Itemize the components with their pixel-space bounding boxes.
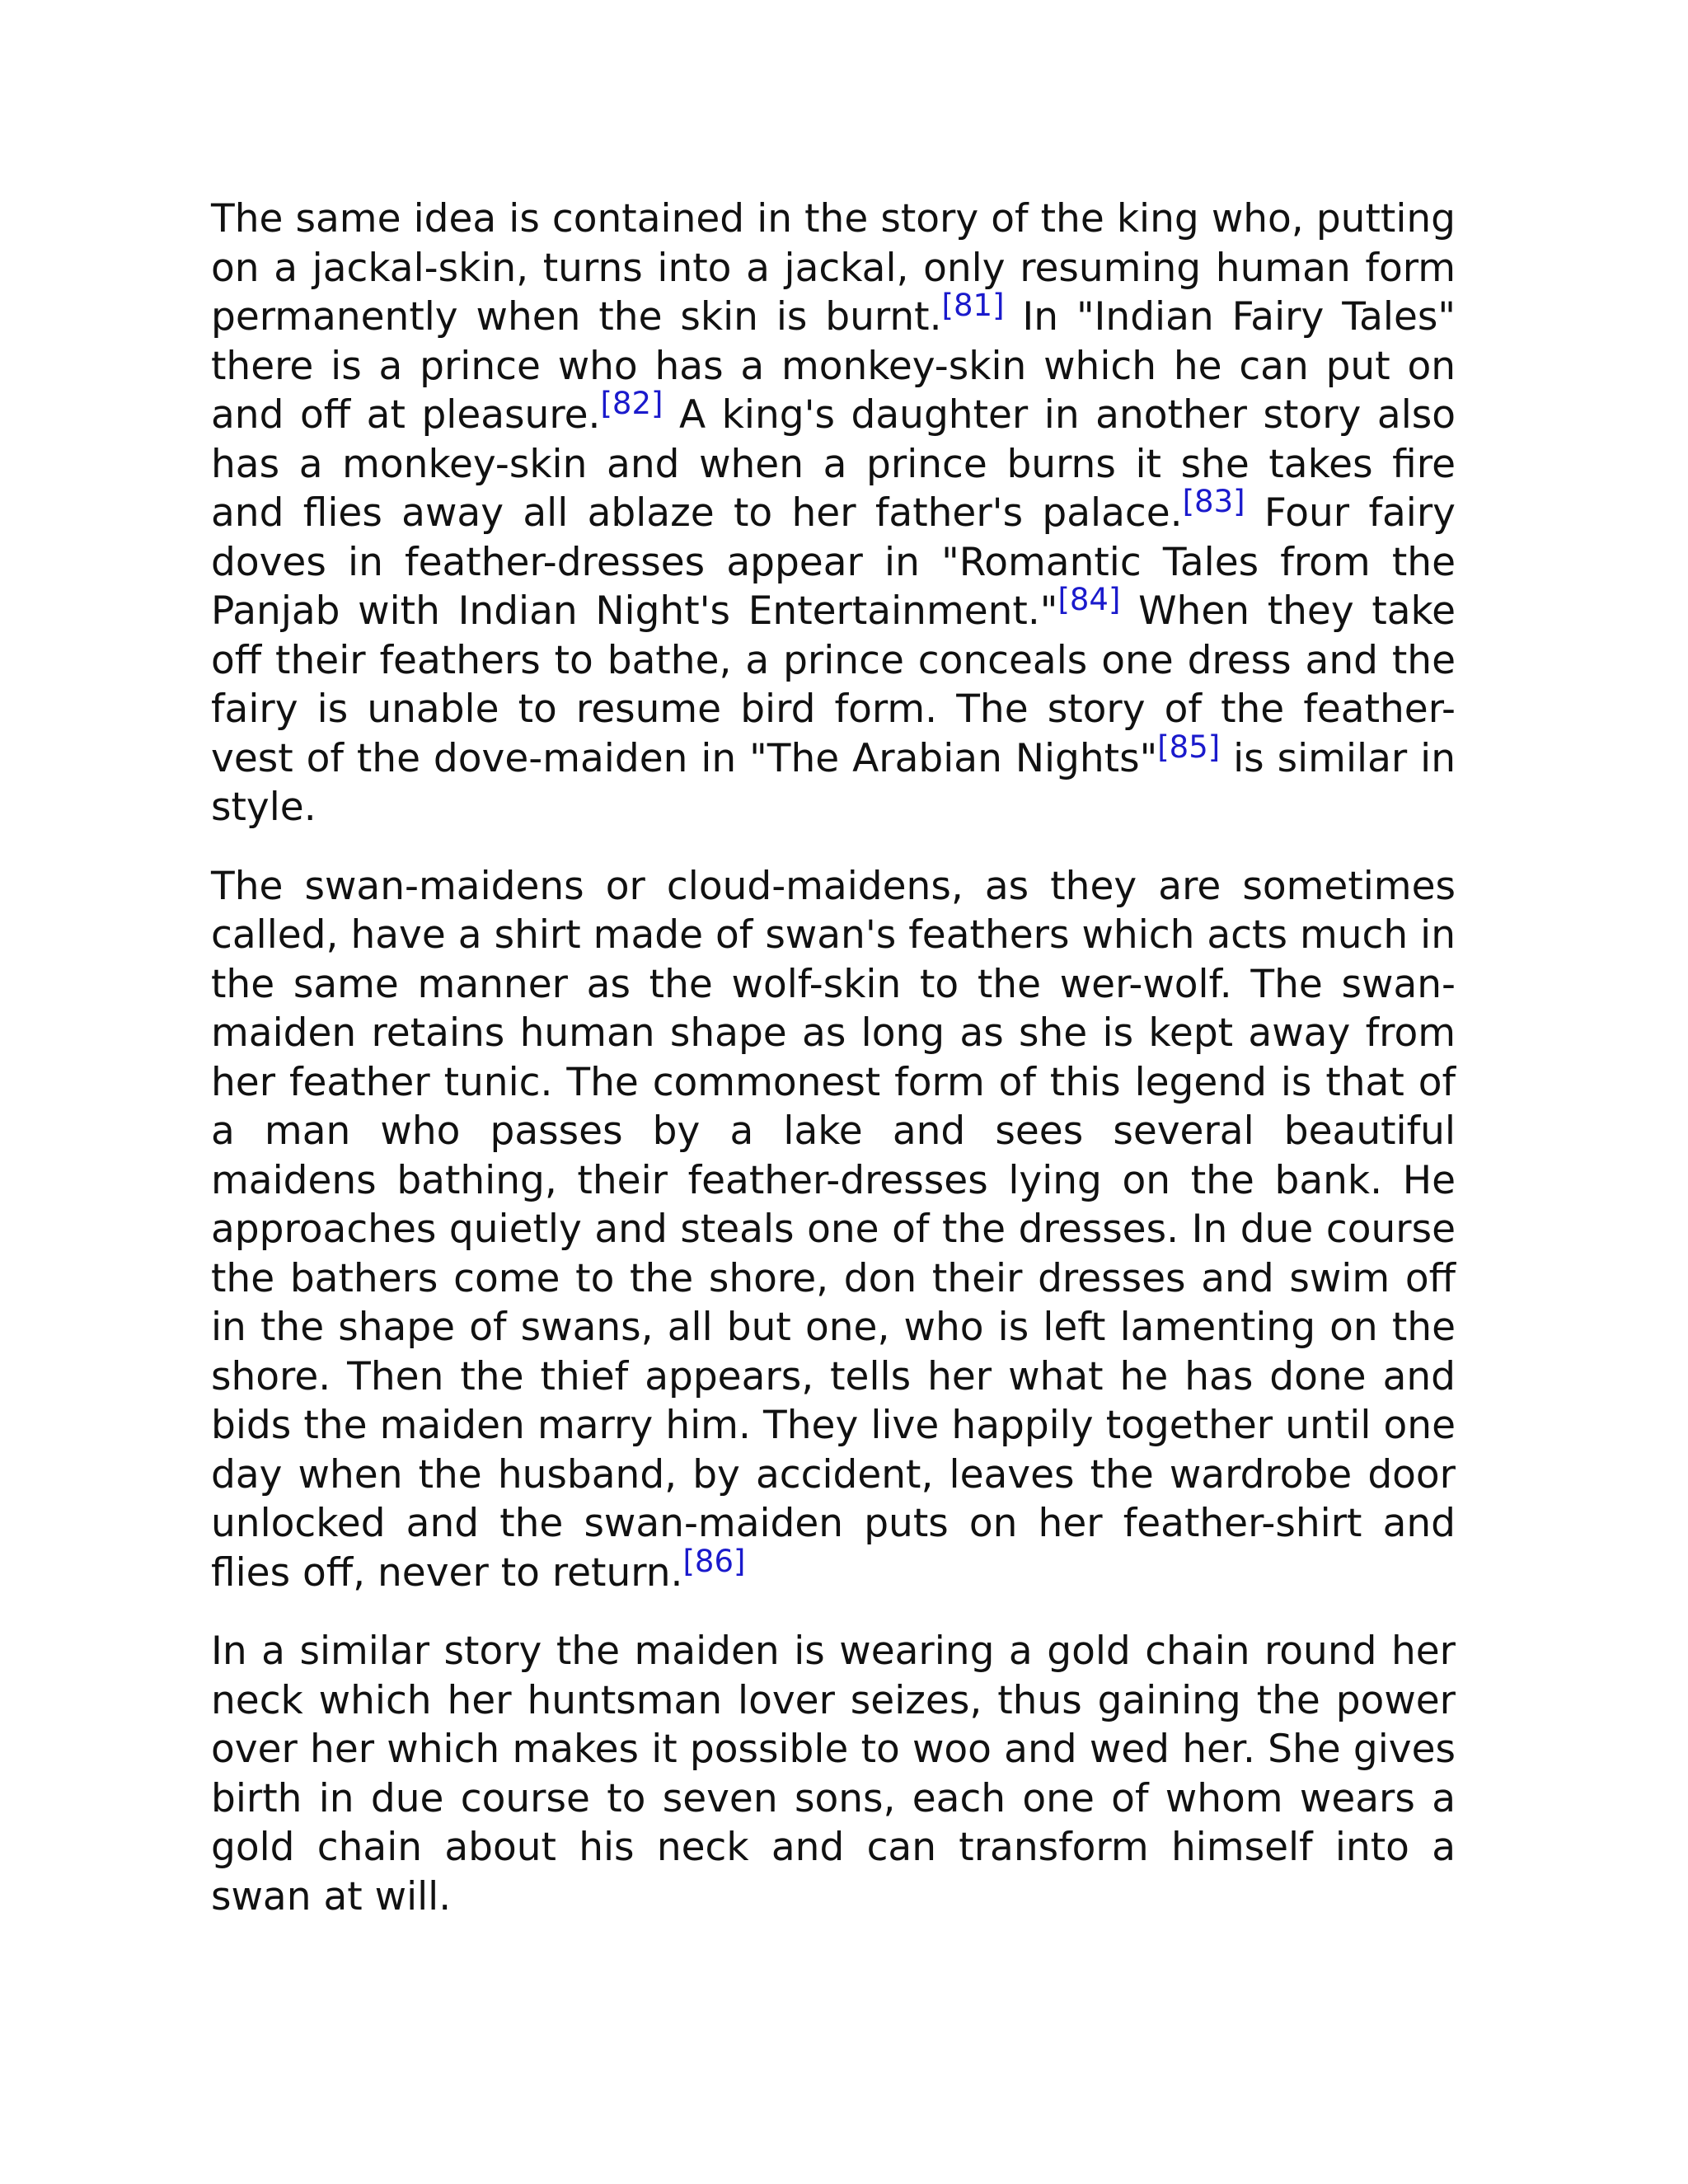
- footnote-link-81[interactable]: [81]: [941, 288, 1005, 323]
- footnote-link-84[interactable]: [84]: [1057, 582, 1121, 617]
- paragraph-text: Four fairy doves in feather-dresses appear in "Romantic Tales from the Panjab with Indian Night's Entertainment.": [211, 490, 1456, 634]
- paragraph-text: In "Indian Fairy Tales" there is a prince who has a monkey-skin which he can put on and off at pleasure.: [211, 294, 1456, 438]
- paragraph-text: The swan-maidens or cloud-maidens, as they are sometimes called, have a shirt made of swan's feathers which acts much in the same manner as the wolf-skin to the wer-wolf. The swan-maiden retains human shape as long as she is kept away from her feather tunic. The commonest form of this legend is that of a man who passes by a lake and sees several beautiful maidens bathing, their feather-dresses lying on the bank. He approaches quietly and steals one of the dresses. In due course the bathers come to the shore, don their dresses and swim off in the shape of swans, all but one, who is left lamenting on the shore. Then the thief appears, tells her what he has done and bids the maiden marry him. They live happily together until one day when the husband, by accident, leaves the wardrobe door unlocked and the swan-maiden puts on her feather-shirt and flies off, never to return.: [211, 863, 1456, 1596]
- footnote-link-85[interactable]: [85]: [1157, 729, 1221, 765]
- paragraph-text: The same idea is contained in the story of the king who, putting on a jackal-skin, turns into a jackal, only resuming human form permanently when the skin is burnt.: [211, 196, 1456, 340]
- paragraph-2: [211, 862, 1456, 1598]
- paragraph-text: A king's daughter in another story also has a monkey-skin and when a prince burns it she takes fire and flies away all ablaze to her father's palace.: [211, 392, 1456, 536]
- footnote-link-86[interactable]: [86]: [682, 1543, 746, 1579]
- paragraph-text: When they take off their feathers to bathe, a prince conceals one dress and the fairy is unable to resume bird form. The story of the feather-vest of the dove-maiden in "The Arabian Nights": [211, 588, 1456, 781]
- footnote-link-83[interactable]: [83]: [1182, 484, 1245, 519]
- footnote-link-82[interactable]: [82]: [600, 386, 663, 421]
- paragraph-3: [211, 1627, 1456, 1921]
- document-page: [211, 194, 1456, 1951]
- paragraph-text: In a similar story the maiden is wearing a gold chain round her neck which her huntsman lover seizes, thus gaining the power over her which makes it possible to woo and wed her. She gives birth in due course to seven sons, each one of whom wears a gold chain about his neck and can transform himself into a swan at will.: [211, 1629, 1456, 1919]
- paragraph-1: [211, 194, 1456, 832]
- paragraph-text: is similar in style.: [211, 735, 1456, 830]
